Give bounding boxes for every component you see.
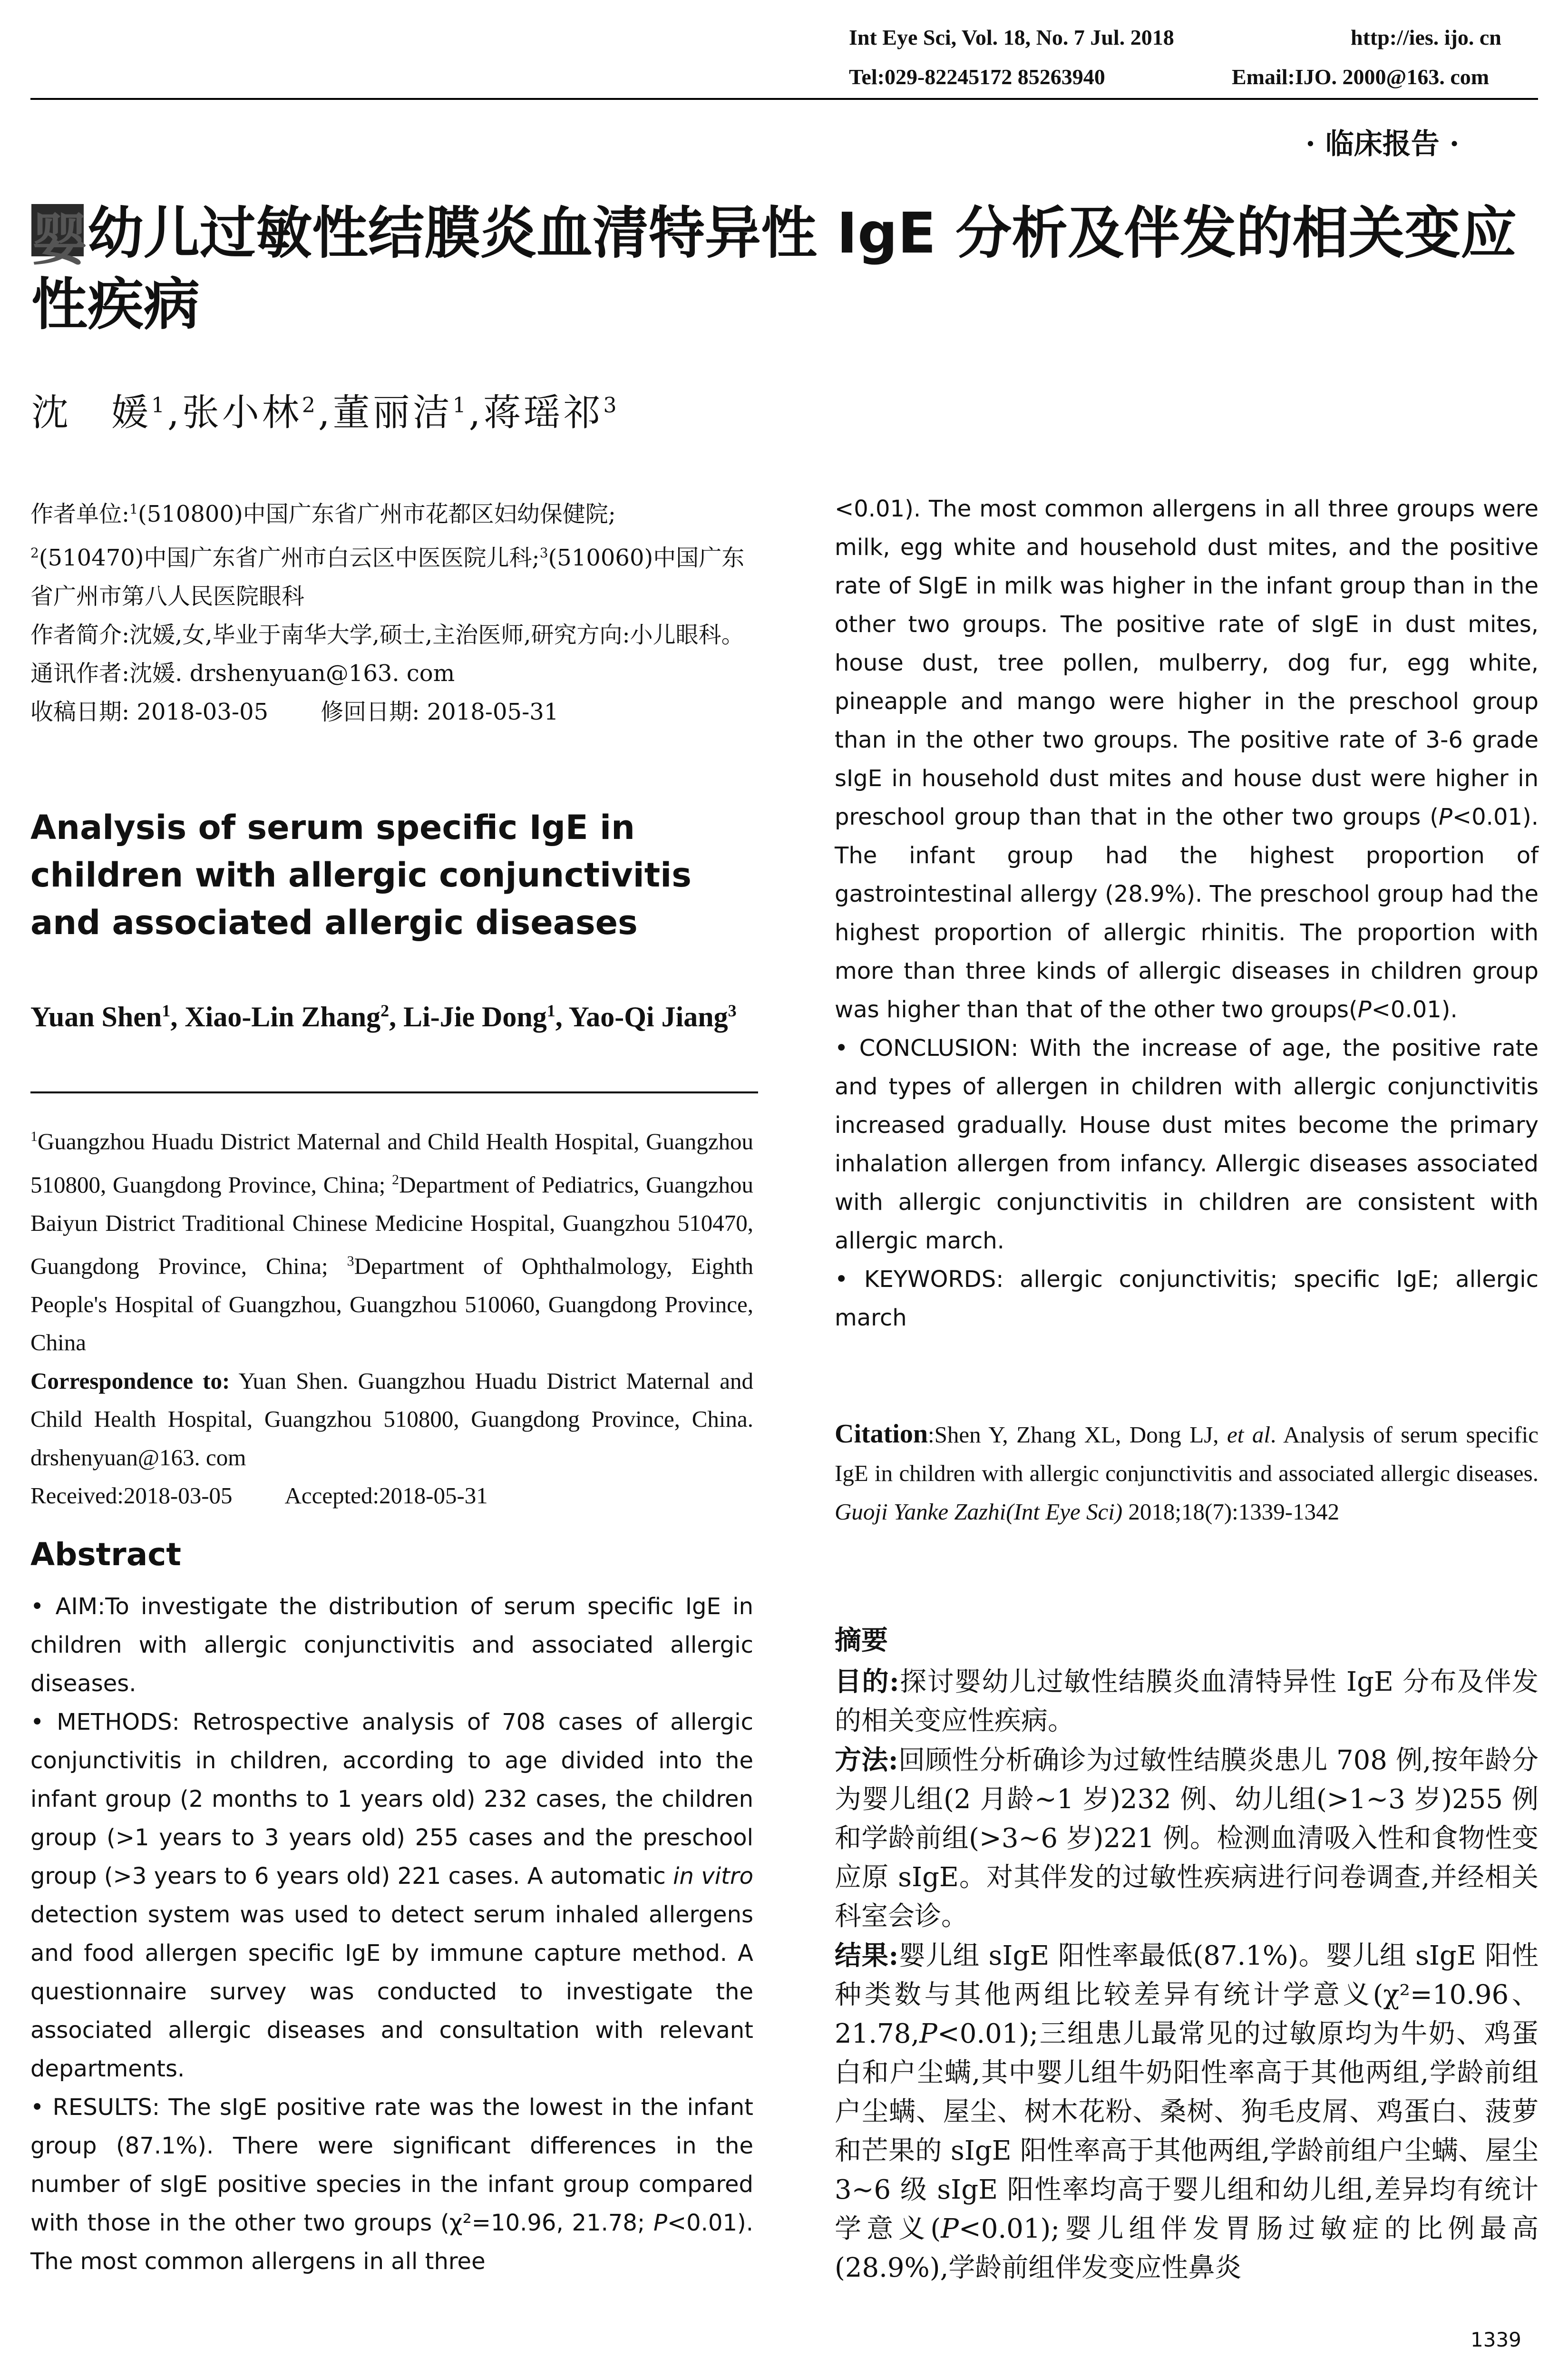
page-number: 1339 bbox=[1471, 2328, 1521, 2351]
affiliation-2: Department of Pediatrics, Guangzhou Baiyun District Traditional Chinese Medicine Hospital, Guangzhou 510470, Guangdong Province, China; bbox=[30, 1171, 753, 1279]
abstract-en-left bbox=[30, 1588, 753, 2281]
results-text-cn-2: <0.01);三组患儿最常见的过敏原均为牛奶、鸡蛋白和户尘螨,其中婴儿组牛奶阳性率高于其他两组,学龄前组户尘螨、屋尘、树木花粉、桑树、狗毛皮屑、鸡蛋白、菠萝和芒果的 sIgE 阳性率高于其他两组,学龄前组户尘螨、屋尘 3~6 级 sIgE 阳性率均高于婴儿组和幼儿组,差异均有统计学意义( bbox=[835, 2018, 1539, 2244]
section-label: · 临床报告 · bbox=[1305, 127, 1460, 161]
author-cn-4-sup: 3 bbox=[603, 393, 620, 418]
correspondence-text: Yuan Shen. Guangzhou Huadu District Maternal and Child Health Hospital, Guangzhou 510800, Guangdong Province, China. drshenyuan@163. com bbox=[30, 1367, 753, 1471]
title-prefix-mark: 婴 bbox=[31, 204, 84, 256]
author-cn-3: 董丽洁 bbox=[332, 391, 453, 434]
aim-text-en: To investigate the distribution of serum specific IgE in children with allergic conjunctivitis and associated allergic diseases. bbox=[30, 1593, 753, 1697]
methods-text-en-2: detection system was used to detect serum inhaled allergens and food allergen specific IgE by immune capture method. A questionnaire survey was conducted to investigate the associated allergic diseases and consultation with relevant departments. bbox=[30, 1901, 753, 2082]
article-title-en: Analysis of serum specific IgE in children with allergic conjunctivitis and associated allergic diseases bbox=[30, 808, 691, 942]
results-text-cn-3: <0.01);婴儿组伴发胃肠过敏症的比例最高(28.9%),学龄前组伴发变应性鼻炎 bbox=[835, 2213, 1539, 2283]
journal-line: Int Eye Sci, Vol. 18, No. 7 Jul. 2018 bbox=[849, 25, 1174, 49]
article-title-cn bbox=[31, 197, 1544, 340]
results-text-en-4: <0.01). bbox=[1371, 996, 1458, 1023]
results-text-en-2: <0.01). The most common allergens in all three groups were milk, egg white and household dust mites, and the positive rate of SIgE in milk was higher in the infant group than in the other two groups. The positive rate of sIgE in dust mites, house dust, tree pollen, mulberry, dog fur, egg white, pineapple and mango were higher in the preschool group than in the other two groups. The positive rate of 3-6 grade sIgE in household dust mites and house dust were higher in preschool group than that in the other two groups ( bbox=[835, 496, 1539, 830]
conclusion-label-en: • CONCLUSION: bbox=[835, 1035, 1019, 1062]
author-en-1-sup: 1 bbox=[162, 1001, 171, 1020]
author-en-3: Li-Jie Dong bbox=[403, 1001, 547, 1033]
abstract-cn bbox=[835, 1662, 1539, 2288]
methods-label-en: • METHODS: bbox=[30, 1709, 180, 1735]
affiliation-3: Department of Ophthalmology, Eighth People's Hospital of Guangzhou, Guangzhou 510060, Guangdong Province, China bbox=[30, 1253, 753, 1356]
article-title-text: 幼儿过敏性结膜炎血清特异性 IgE 分析及伴发的相关变应性疾病 bbox=[31, 200, 1517, 337]
journal-url[interactable]: http://ies. ijo. cn bbox=[1351, 25, 1501, 49]
results-text-en-3: <0.01). The infant group had the highest proportion of gastrointestinal allergy (28.9%). The preschool group had the highest proportion of allergic rhinitis. The proportion with more than three kinds of allergic diseases in children group was higher than that of the other two groups( bbox=[835, 804, 1539, 1023]
results-text-en-2a: <0.01). The most common allergens in all three bbox=[30, 2210, 753, 2275]
author-en-2-sup: 2 bbox=[380, 1001, 390, 1020]
results-p-cn-2: P bbox=[941, 2213, 959, 2244]
citation-journal: Guoji Yanke Zazhi(Int Eye Sci) bbox=[835, 1499, 1123, 1525]
affiliation-1: Guangzhou Huadu District Maternal and Child Health Hospital, Guangzhou 510800, Guangdong Province, China; bbox=[30, 1128, 753, 1198]
results-p-en-1: P bbox=[653, 2210, 667, 2236]
accepted-date-en: Accepted:2018-05-31 bbox=[284, 1482, 488, 1509]
author-en-3-sup: 1 bbox=[546, 1001, 555, 1020]
received-date-cn: 收稿日期: 2018-03-05 bbox=[30, 699, 269, 725]
author-cn-2-sup: 2 bbox=[302, 393, 318, 418]
unit-2: (510470)中国广东省广州市白云区中医医院儿科; bbox=[39, 545, 540, 571]
methods-text-en-1: Retrospective analysis of 708 cases of allergic conjunctivitis in children, according to age divided into the infant group (2 months to 1 years old) 232 cases, the children group (>1 years to 3 years old) 255 cases and the preschool group (>3 years to 6 years old) 221 cases. A automatic bbox=[30, 1709, 753, 1890]
abstract-heading-cn: 摘要 bbox=[835, 1625, 888, 1656]
author-cn-1: 沈 媛 bbox=[31, 391, 152, 434]
conclusion-text-en: With the increase of age, the positive rate and types of allergen in children with allergic conjunctivitis increased gradually. House dust mites become the primary inhalation allergen from infancy. Allergic diseases associated with allergic conjunctivitis in children are consistent with allergic march. bbox=[835, 1035, 1539, 1254]
results-label-en: • RESULTS: bbox=[30, 2094, 160, 2121]
methods-italic-en: in vitro bbox=[673, 1863, 753, 1890]
methods-label-cn: 方法: bbox=[835, 1744, 898, 1776]
aim-label-cn: 目的: bbox=[835, 1666, 899, 1697]
keywords-label-en: • KEYWORDS: bbox=[835, 1266, 1004, 1293]
abstract-heading-en: Abstract bbox=[30, 1536, 181, 1573]
author-cn-4: 蒋瑶祁 bbox=[483, 391, 604, 434]
results-p-en-3: P bbox=[1357, 996, 1372, 1023]
corresponding-author-cn: 通讯作者:沈媛. drshenyuan@163. com bbox=[30, 660, 455, 687]
journal-tel: Tel:029-82245172 85263940 bbox=[849, 65, 1105, 89]
unit-label: 作者单位: bbox=[30, 501, 130, 527]
authors-cn: 沈 媛$^1$,张小林$^2$,董丽洁$^1$,蒋瑶祁$^3$ bbox=[31, 391, 620, 434]
citation-text-2: . Analysis of serum specific IgE in children with allergic conjunctivitis and associated allergic diseases. bbox=[835, 1422, 1539, 1486]
unit-3: (510060)中国广东省广州市第八人民医院眼科 bbox=[30, 545, 745, 610]
author-en-2: Xiao-Lin Zhang bbox=[185, 1001, 381, 1033]
revised-date-cn: 修回日期: 2018-05-31 bbox=[321, 699, 559, 725]
keywords-text-en: allergic conjunctivitis; specific IgE; allergic march bbox=[835, 1266, 1539, 1331]
citation-etal: et al bbox=[1227, 1422, 1271, 1448]
methods-text-cn: 回顾性分析确诊为过敏性结膜炎患儿 708 例,按年龄分为婴儿组(2 月龄~1 岁)232 例、幼儿组(>1~3 岁)255 例和学龄前组(>3~6 岁)221 例。检测血清吸入性和食物性变应原 sIgE。对其伴发的过敏性疾病进行问卷调查,并经相关科室会诊。 bbox=[835, 1745, 1539, 1932]
journal-email[interactable]: Email:IJO. 2000@163. com bbox=[1232, 65, 1490, 89]
citation-text-1: :Shen Y, Zhang XL, Dong LJ, bbox=[928, 1422, 1219, 1448]
author-cn-3-sup: 1 bbox=[452, 393, 469, 418]
results-p-en-2: P bbox=[1438, 804, 1452, 830]
author-en-4: Yao-Qi Jiang bbox=[568, 1001, 728, 1033]
author-en-4-sup: 3 bbox=[728, 1001, 737, 1020]
header-rule bbox=[30, 98, 1538, 100]
abstract-en-right bbox=[835, 490, 1539, 1337]
affiliation-rule bbox=[30, 1091, 758, 1093]
citation-label: Citation bbox=[835, 1419, 928, 1449]
results-text-en-1: The sIgE positive rate was the lowest in the infant group (87.1%). There were significant differences in the number of sIgE positive species in the infant group compared with those in the other two groups (χ²=10.96, 21.78; bbox=[30, 2094, 753, 2236]
citation bbox=[835, 1415, 1539, 1531]
author-cn-2: 张小林 bbox=[182, 391, 302, 434]
author-bio: 作者简介:沈媛,女,毕业于南华大学,硕士,主治医师,研究方向:小儿眼科。 bbox=[30, 622, 744, 648]
author-cn-1-sup: 1 bbox=[151, 393, 168, 418]
unit-1: (510800)中国广东省广州市花都区妇幼保健院; bbox=[138, 501, 616, 527]
aim-text-cn: 探讨婴幼儿过敏性结膜炎血清特异性 IgE 分布及伴发的相关变应性疾病。 bbox=[835, 1666, 1539, 1736]
citation-text-3: 2018;18(7):1339-1342 bbox=[1128, 1499, 1340, 1525]
results-label-cn: 结果: bbox=[835, 1940, 899, 1971]
correspondence-label: Correspondence to: bbox=[30, 1367, 230, 1394]
received-date-en: Received:2018-03-05 bbox=[30, 1482, 233, 1509]
author-info-cn: 作者单位:$^1$(510800)中国广东省广州市花都区妇幼保健院; $^2$(510470)中国广东省广州市白云区中医医院儿科;$^3$(510060)中国广东省广州市第八人民医院眼科 作者简介:沈媛,女,毕业于南华大学,硕士,主治医师,研究方向:小儿眼科。 通讯作者:沈媛. drshenyuan@163. com 收稿日期: 2018-03-05 修回日期: 2018-05-31 bbox=[30, 490, 753, 731]
author-en-1: Yuan Shen bbox=[30, 1001, 162, 1033]
authors-en: Yuan Shen$^1$, Xiao-Lin Zhang$^2$, Li-Jie Dong$^1$, Yao-Qi Jiang$^3$ bbox=[30, 1001, 737, 1033]
results-p-cn-1: P bbox=[919, 2018, 937, 2049]
affiliations-en: $^1$Guangzhou Huadu District Maternal and Child Health Hospital, Guangzhou 510800, Guangdong Province, China; $^2$Department of Pediatrics, Guangzhou Baiyun District Traditional Chinese Medicine Hospital, Guangzhou 510470, Guangdong Province, China; $^3$Department of Ophthalmology, Eighth People's Hospital of Guangzhou, Guangzhou 510060, Guangdong Province, China Correspondence to: Yuan Shen. Guangzhou Huadu District Maternal and Child Health Hospital, Guangzhou 510800, Guangdong Province, China. drshenyuan@163. com Received:2018-03-05 Accepted:2018-05-31 bbox=[30, 1128, 753, 1509]
aim-label-en: • AIM: bbox=[30, 1593, 106, 1620]
results-text-cn-1: 婴儿组 sIgE 阳性率最低(87.1%)。婴儿组 sIgE 阳性种类数与其他两组比较差异有统计学意义(χ²=10.96、21.78, bbox=[835, 1940, 1539, 2049]
